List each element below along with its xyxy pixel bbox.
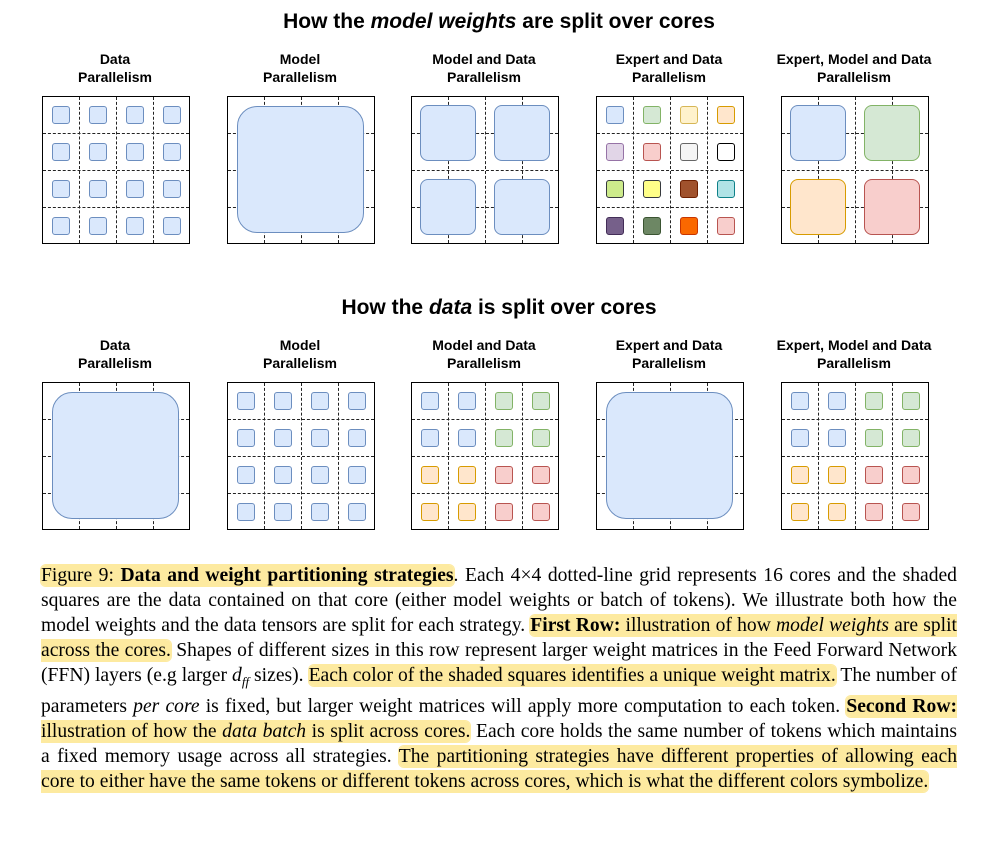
figure-caption: Figure 9: Data and weight partitioning strategies. Each 4×4 dotted-line grid represents 16 cores and the shaded squares are the data contained on that core (either model weights or batch of tokens). We illustrate both how the model weights and the data tensors are split for each strategy. First Row: illustration of how model weights are split across the cores. Shapes of different sizes in this row represent larger weight matrices in the Feed Forward Network (FFN) layers (e.g larger $d_{ff}$ sizes). Each color of the shaded squares identifies a unique weight matrix. The number of parameters per core is fixed, but larger weight matrices will apply more computation to each token. Second Row: illustration of how the data batch is split across cores. Each core holds the same number of tokens which maintains a fixed memory usage across all strategies. The partitioning strategies have different properties of allowing each core to either have the same tokens or different tokens across cores, which is what the different colors symbolize.	[41, 565, 958, 792]
shaded-block-blue	[52, 392, 179, 519]
shaded-block-orange	[791, 503, 809, 521]
shaded-block-blue	[237, 106, 364, 233]
bottom-label-model-parallelism: Model Parallelism	[263, 337, 337, 371]
core-divider-horizontal	[782, 170, 928, 171]
shaded-block-red	[495, 466, 513, 484]
shaded-block-green	[865, 429, 883, 447]
core-divider-horizontal	[43, 207, 189, 208]
top-label-expert-data-parallelism: Expert and Data Parallelism	[615, 51, 723, 85]
shaded-block-blue	[52, 106, 70, 124]
shaded-block-purple	[606, 143, 624, 161]
shaded-block-blue	[348, 466, 366, 484]
shaded-block-green	[865, 392, 883, 410]
shaded-block-blue	[458, 392, 476, 410]
caption-figure-title-highlight: Figure 9: Data and weight partitioning strategies	[41, 565, 454, 586]
shaded-block-green	[495, 392, 513, 410]
top-grid-expert-model-data-parallelism	[781, 96, 929, 244]
top-label-expert-model-data-parallelism: Expert, Model and Data Parallelism	[776, 51, 932, 85]
bottom-grid-model-data-parallelism	[411, 382, 559, 530]
shaded-block-blue	[790, 105, 846, 161]
shaded-block-orange	[828, 466, 846, 484]
top-grid-data-parallelism	[42, 96, 190, 244]
shaded-block-red	[532, 466, 550, 484]
shaded-block-lime	[606, 180, 624, 198]
core-divider-horizontal	[412, 456, 558, 457]
shaded-block-pink	[643, 143, 661, 161]
shaded-block-red	[902, 503, 920, 521]
shaded-block-blue	[421, 429, 439, 447]
shaded-block-blue	[89, 217, 107, 235]
shaded-block-orange	[458, 503, 476, 521]
shaded-block-yellow	[680, 106, 698, 124]
shaded-block-pink	[717, 217, 735, 235]
shaded-block-green	[643, 106, 661, 124]
top-label-data-parallelism: Data Parallelism	[78, 51, 152, 85]
core-divider-horizontal	[412, 170, 558, 171]
shaded-block-blue	[126, 180, 144, 198]
core-divider-horizontal	[412, 493, 558, 494]
shaded-block-blue	[163, 180, 181, 198]
core-divider-horizontal	[228, 456, 374, 457]
top-grid-model-data-parallelism	[411, 96, 559, 244]
core-divider-horizontal	[597, 170, 743, 171]
shaded-block-blue	[420, 179, 476, 235]
shaded-block-blue	[458, 429, 476, 447]
shaded-block-orange	[790, 179, 846, 235]
top-grid-expert-data-parallelism	[596, 96, 744, 244]
shaded-block-blue	[237, 429, 255, 447]
shaded-block-blue	[126, 143, 144, 161]
caption-final-highlight: The partitioning strategies have different properties of allowing each core to either have the same tokens or different tokens across cores, which is what the different colors symbolize.	[41, 745, 957, 792]
shaded-block-blue	[606, 106, 624, 124]
shaded-block-white	[717, 143, 735, 161]
shaded-block-cyan	[717, 180, 735, 198]
shaded-block-blue	[828, 429, 846, 447]
shaded-block-blue	[311, 503, 329, 521]
bottom-grid-expert-data-parallelism	[596, 382, 744, 530]
shaded-block-blue	[52, 180, 70, 198]
caption-second-row-highlight: Second Row: illustration of how the data batch is split across cores.	[41, 695, 958, 742]
core-divider-vertical	[153, 97, 154, 243]
shaded-block-blue	[494, 105, 550, 161]
shaded-block-blue	[274, 503, 292, 521]
shaded-block-green	[864, 105, 920, 161]
caption-color-note-highlight: Each color of the shaded squares identifies a unique weight matrix.	[308, 665, 836, 686]
shaded-block-blue	[791, 429, 809, 447]
shaded-block-blue	[828, 392, 846, 410]
shaded-block-blue	[421, 392, 439, 410]
shaded-block-blue	[89, 180, 107, 198]
dff-symbol: $d_{ff}$	[232, 665, 250, 689]
bottom-grid-model-parallelism	[227, 382, 375, 530]
shaded-block-blue	[126, 106, 144, 124]
shaded-block-blue	[791, 392, 809, 410]
shaded-block-orange	[828, 503, 846, 521]
bottom-row-title: How the data is split over cores	[341, 296, 657, 319]
core-divider-horizontal	[782, 456, 928, 457]
shaded-block-orange	[458, 466, 476, 484]
shaded-block-blue	[126, 217, 144, 235]
shaded-block-blue	[89, 106, 107, 124]
shaded-block-darkorange	[680, 217, 698, 235]
shaded-block-green	[902, 392, 920, 410]
top-grid-model-parallelism	[227, 96, 375, 244]
shaded-block-blue	[348, 392, 366, 410]
shaded-block-red	[864, 179, 920, 235]
shaded-block-blue	[163, 106, 181, 124]
bottom-label-model-data-parallelism: Model and Data Parallelism	[432, 337, 536, 371]
shaded-block-darkpurple	[606, 217, 624, 235]
shaded-block-orange	[717, 106, 735, 124]
shaded-block-blue	[311, 392, 329, 410]
shaded-block-red	[865, 466, 883, 484]
shaded-block-blue	[348, 429, 366, 447]
bottom-label-data-parallelism: Data Parallelism	[78, 337, 152, 371]
shaded-block-blue	[494, 179, 550, 235]
bottom-grid-expert-model-data-parallelism	[781, 382, 929, 530]
shaded-block-blue	[237, 392, 255, 410]
top-row-title: How the model weights are split over cores	[283, 10, 715, 33]
shaded-block-blue	[311, 466, 329, 484]
shaded-block-blue	[237, 466, 255, 484]
top-label-model-data-parallelism: Model and Data Parallelism	[432, 51, 536, 85]
core-divider-vertical	[338, 383, 339, 529]
shaded-block-orange	[421, 503, 439, 521]
shaded-block-blue	[274, 466, 292, 484]
shaded-block-blue	[420, 105, 476, 161]
core-divider-horizontal	[228, 493, 374, 494]
shaded-block-green	[495, 429, 513, 447]
shaded-block-orange	[791, 466, 809, 484]
shaded-block-blue	[89, 143, 107, 161]
shaded-block-blue	[52, 143, 70, 161]
shaded-block-darkgreen	[643, 217, 661, 235]
shaded-block-brown	[680, 180, 698, 198]
shaded-block-blue	[163, 143, 181, 161]
shaded-block-red	[532, 503, 550, 521]
shaded-block-blue	[237, 503, 255, 521]
shaded-block-blue	[52, 217, 70, 235]
shaded-block-green	[532, 429, 550, 447]
bottom-label-expert-data-parallelism: Expert and Data Parallelism	[615, 337, 723, 371]
core-divider-vertical	[892, 383, 893, 529]
core-divider-vertical	[522, 383, 523, 529]
shaded-block-green	[532, 392, 550, 410]
shaded-block-brightyellow	[643, 180, 661, 198]
shaded-block-blue	[348, 503, 366, 521]
shaded-block-blue	[606, 392, 733, 519]
shaded-block-blue	[274, 392, 292, 410]
shaded-block-gray	[680, 143, 698, 161]
top-label-model-parallelism: Model Parallelism	[263, 51, 337, 85]
core-divider-horizontal	[43, 170, 189, 171]
core-divider-horizontal	[782, 493, 928, 494]
shaded-block-red	[902, 466, 920, 484]
shaded-block-red	[495, 503, 513, 521]
shaded-block-blue	[311, 429, 329, 447]
bottom-grid-data-parallelism	[42, 382, 190, 530]
shaded-block-blue	[274, 429, 292, 447]
shaded-block-orange	[421, 466, 439, 484]
shaded-block-blue	[163, 217, 181, 235]
caption-first-row-highlight: First Row: illustration of how model weights are split across the cores.	[41, 615, 957, 661]
shaded-block-red	[865, 503, 883, 521]
core-divider-horizontal	[597, 207, 743, 208]
shaded-block-green	[902, 429, 920, 447]
bottom-label-expert-model-data-parallelism: Expert, Model and Data Parallelism	[776, 337, 932, 371]
core-divider-vertical	[707, 97, 708, 243]
